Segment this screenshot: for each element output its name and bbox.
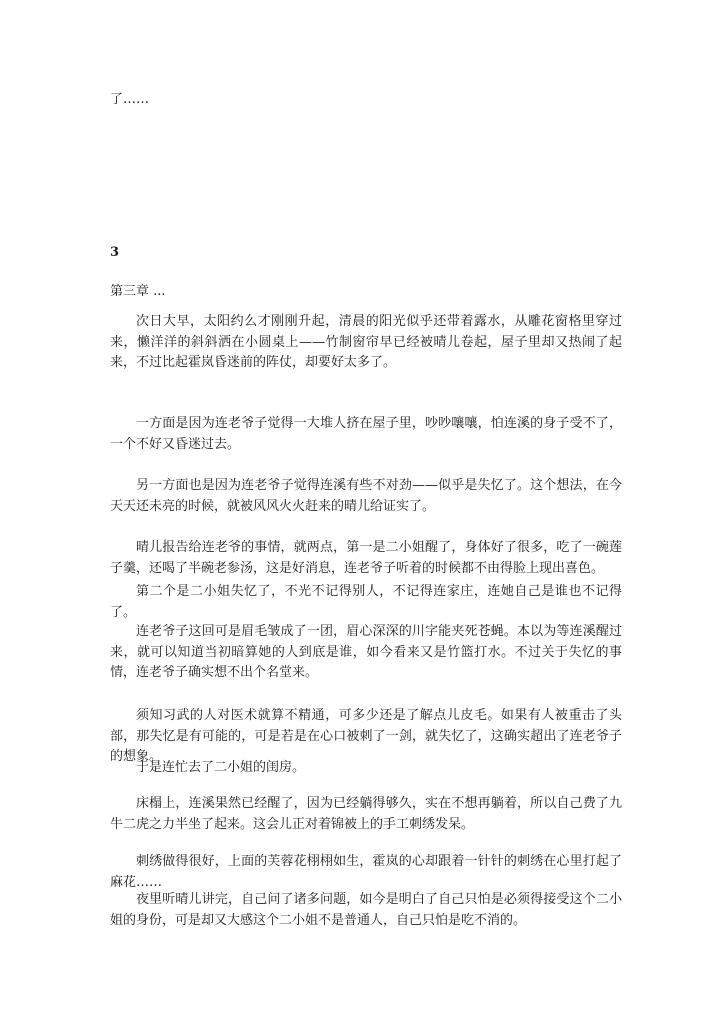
paragraph: 次日大早，太阳约么才刚刚升起，清晨的阳光似乎还带着露水，从雕花窗格里穿过来，懒洋洋的斜斜洒在小圆桌上——竹制窗帘早已经被晴儿卷起，屋子里却又热闹了起来，不过比起霍岚昏迷前的阵仗，却要好太多了。 <box>110 314 622 370</box>
paragraph: 床榻上，连溪果然已经醒了，因为已经躺得够久，实在不想再躺着，所以自己费了九牛二虎之力半坐了起来。这会儿正对着锦被上的手工刺绣发呆。 <box>110 796 622 832</box>
chapter-heading: 第三章 ... <box>110 284 166 299</box>
paragraph: 夜里听晴儿讲完，自己问了诸多问题，如今是明白了自己只怕是必须得接受这个二小姐的身份，可是却又大感这个二小姐不是普通人，自己只怕是吃不消的。 <box>110 892 622 928</box>
section-number: 3 <box>110 245 120 260</box>
paragraph: 须知习武的人对医术就算不精通，可多少还是了解点儿皮毛。如果有人被重击了头部，那失忆是有可能的，可是若是在心口被刺了一剑，就失忆了，这确实超出了连老爷子的想象。 <box>110 708 622 764</box>
paragraph: 另一方面也是因为连老爷子觉得连溪有些不对劲——似乎是失忆了。这个想法，在今天天还未亮的时候，就被风风火火赶来的晴儿给证实了。 <box>110 478 622 514</box>
paragraph: 刺绣做得很好，上面的芙蓉花栩栩如生，霍岚的心却跟着一针针的刺绣在心里打起了麻花…… <box>110 854 622 890</box>
top-fragment: 了…… <box>110 92 150 107</box>
paragraph: 连老爷子这回可是眉毛皱成了一团，眉心深深的川字能夹死苍蝇。本以为等连溪醒过来，就可以知道当初暗算她的人到底是谁，如今看来又是竹篮打水。不过关于失忆的事情，连老爷子确实想不出个名堂来。 <box>110 624 622 680</box>
paragraph: 晴儿报告给连老爷的事情，就两点，第一是二小姐醒了，身体好了很多，吃了一碗莲子羹，还喝了半碗老参汤，这是好消息，连老爷子听着的时候都不由得脸上现出喜色。 <box>110 540 622 576</box>
paragraph: 第二个是二小姐失忆了，不光不记得别人，不记得连家庄，连她自己是谁也不记得了。 <box>110 584 622 620</box>
paragraph: 一方面是因为连老爷子觉得一大堆人挤在屋子里，吵吵嚷嚷，怕连溪的身子受不了，一个不好又昏迷过去。 <box>110 416 622 452</box>
paragraph: 于是连忙去了二小姐的闺房。 <box>136 760 306 775</box>
